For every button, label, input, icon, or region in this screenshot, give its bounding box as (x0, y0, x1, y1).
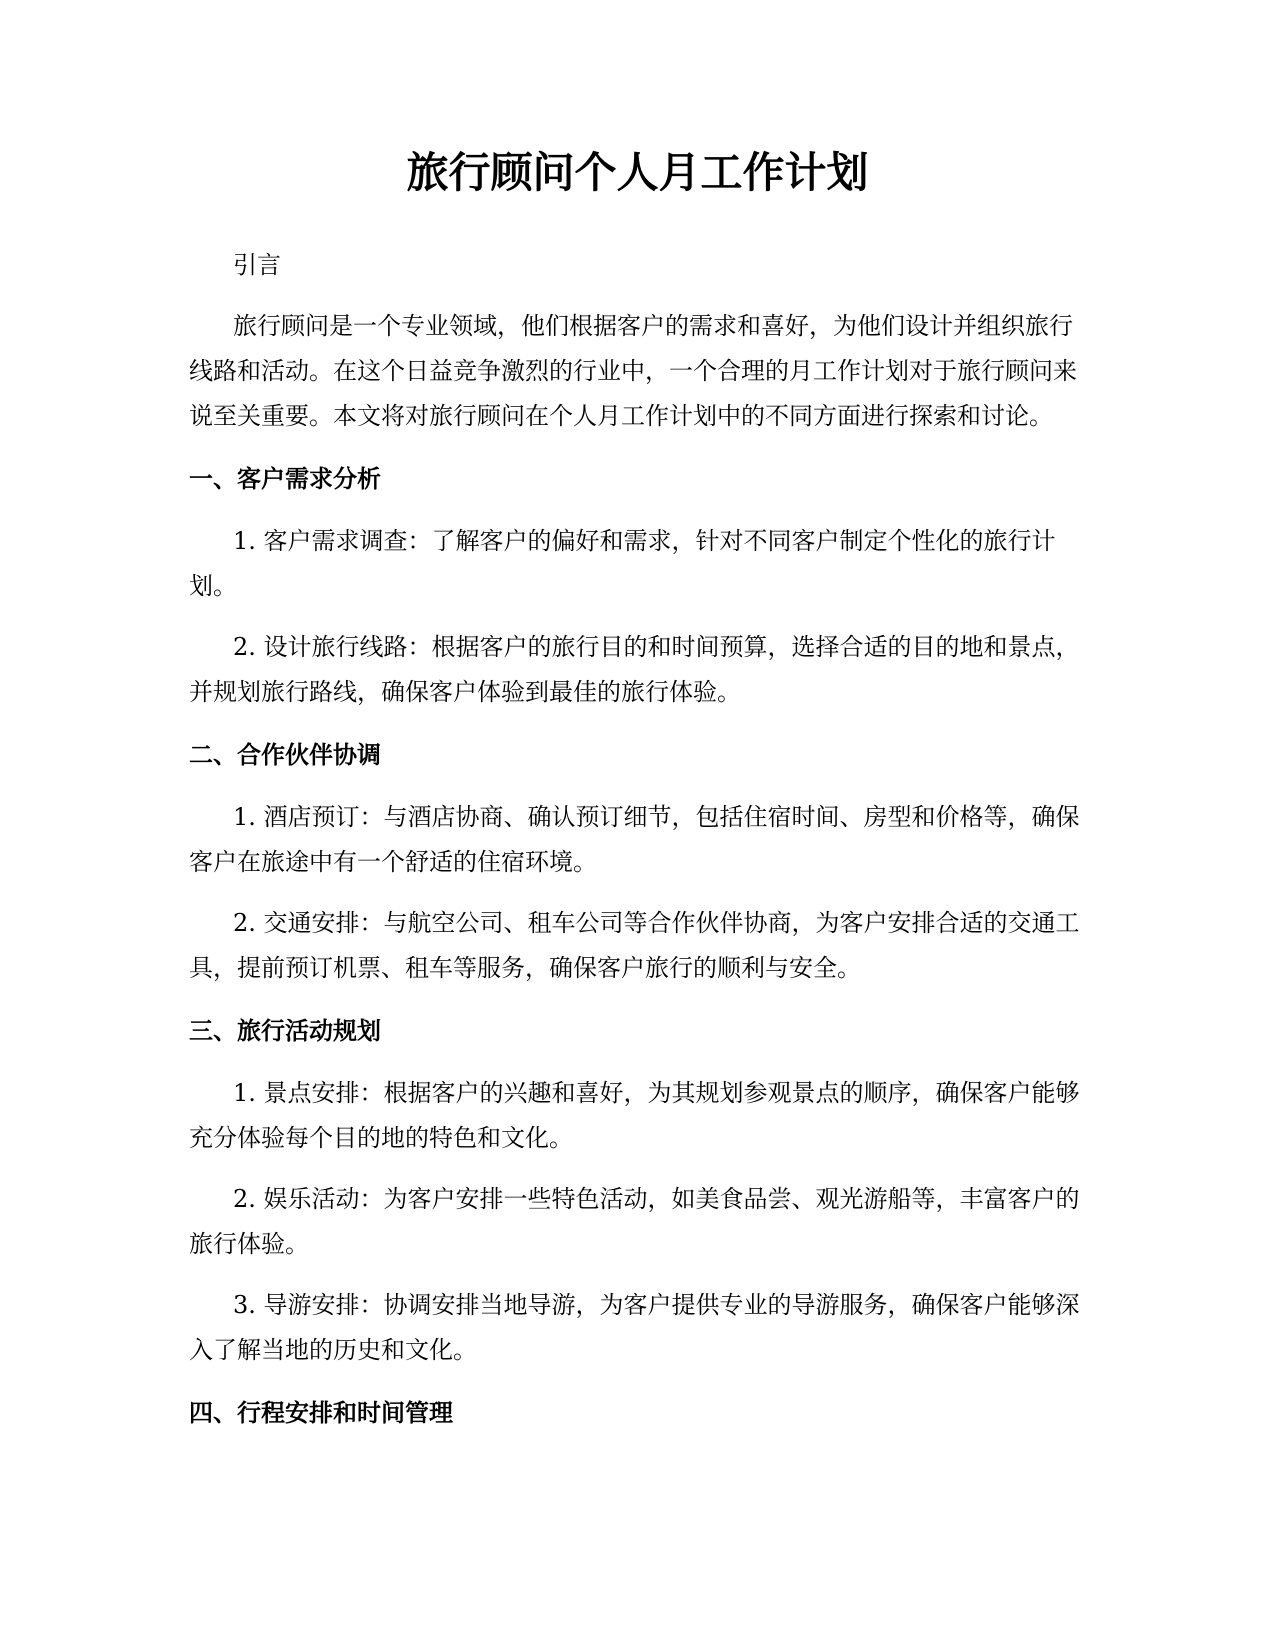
section-paragraph: 3. 导游安排：协调安排当地导游，为客户提供专业的导游服务，确保客户能够深入了解当地的历史和文化。 (189, 1291, 1080, 1364)
section-heading: 三、旅行活动规划 (189, 1017, 381, 1045)
section-heading: 一、客户需求分析 (189, 465, 381, 493)
section-paragraph: 2. 交通安排：与航空公司、租车公司等合作伙伴协商，为客户安排合适的交通工具，提前预订机票、租车等服务，确保客户旅行的顺利与安全。 (189, 909, 1080, 982)
intro-label: 引言 (233, 251, 281, 279)
section-paragraph: 1. 客户需求调查：了解客户的偏好和需求，针对不同客户制定个性化的旅行计划。 (189, 527, 1056, 600)
document-body (189, 243, 1089, 1453)
document-title: 旅行顾问个人月工作计划 (406, 148, 869, 197)
section-heading: 二、合作伙伴协调 (189, 741, 381, 769)
intro-paragraph: 旅行顾问是一个专业领域，他们根据客户的需求和喜好，为他们设计并组织旅行线路和活动。在这个日益竞争激烈的行业中，一个合理的月工作计划对于旅行顾问来说至关重要。本文将对旅行顾问在个人月工作计划中的不同方面进行探索和讨论。 (189, 312, 1077, 430)
section-paragraph: 1. 景点安排：根据客户的兴趣和喜好，为其规划参观景点的顺序，确保客户能够充分体验每个目的地的特色和文化。 (189, 1079, 1080, 1152)
section-paragraph: 2. 娱乐活动：为客户安排一些特色活动，如美食品尝、观光游船等，丰富客户的旅行体验。 (189, 1185, 1080, 1258)
section-paragraph: 2. 设计旅行线路：根据客户的旅行目的和时间预算，选择合适的目的地和景点，并规划旅行路线，确保客户体验到最佳的旅行体验。 (189, 633, 1080, 706)
section-heading: 四、行程安排和时间管理 (189, 1399, 453, 1427)
section-paragraph: 1. 酒店预订：与酒店协商、确认预订细节，包括住宿时间、房型和价格等，确保客户在旅途中有一个舒适的住宿环境。 (189, 803, 1080, 876)
